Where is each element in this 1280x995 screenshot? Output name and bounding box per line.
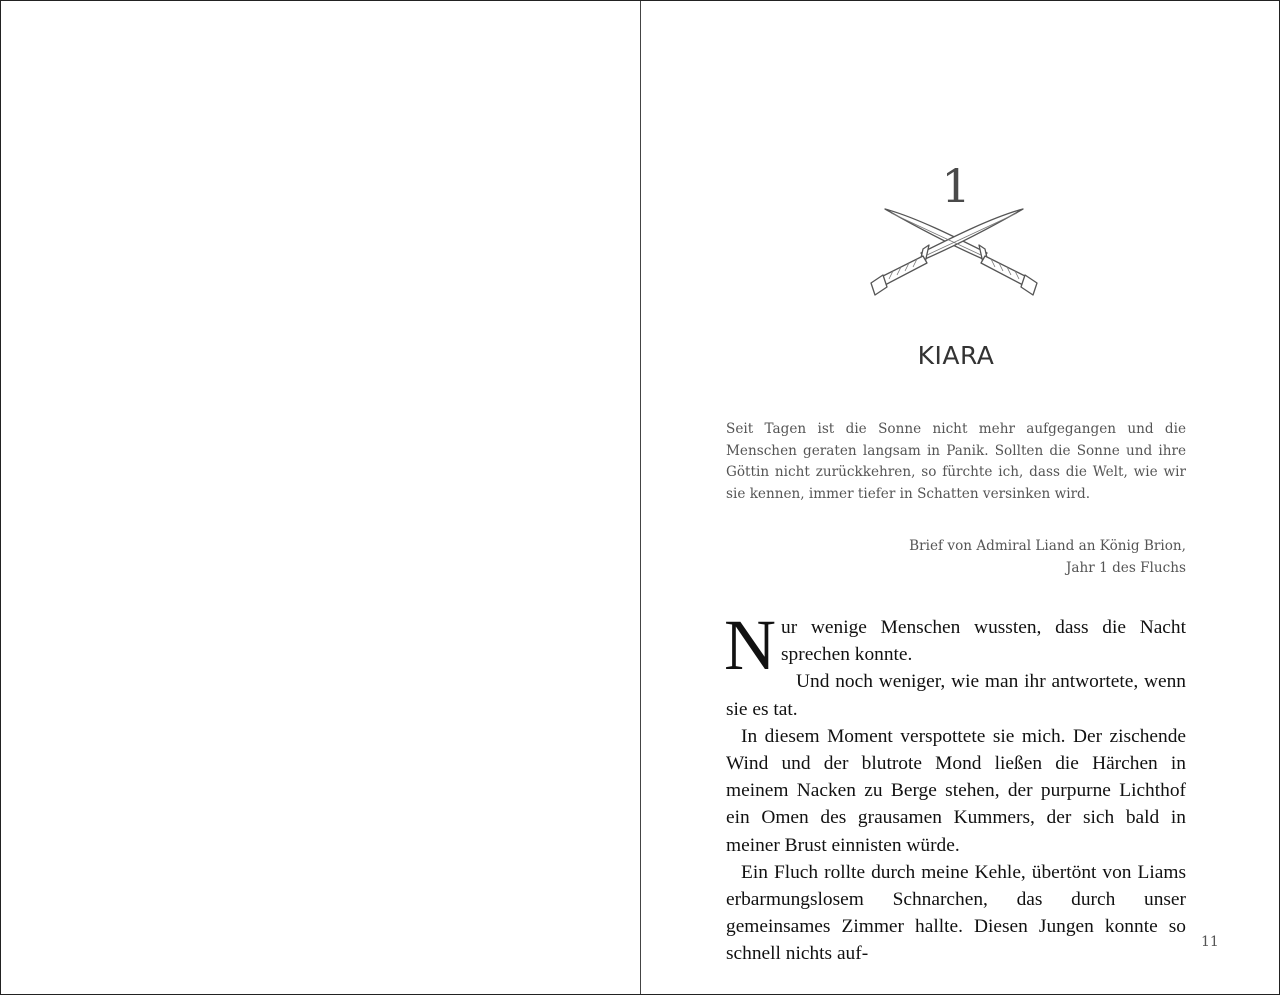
chapter-title: KIARA: [917, 341, 995, 370]
sword-pommel-left: [1021, 275, 1037, 295]
sword-pommel-right: [871, 275, 887, 295]
attribution-line-1: Brief von Admiral Liand an König Brion,: [909, 538, 1186, 554]
chapter-body: [724, 605, 1186, 968]
page-number: 11: [1201, 934, 1219, 950]
first-paragraph-text: ur wenige Menschen wussten, dass die Nacht sprechen konnte.: [781, 617, 1186, 666]
drop-cap: N: [724, 605, 776, 685]
left-page-blank: [1, 1, 640, 994]
sword-grip-left: [981, 256, 1027, 285]
epigraph: [726, 419, 1186, 505]
epigraph-text: Seit Tagen ist die Sonne nicht mehr aufgegangen und die Menschen geraten langsam in Panik. Sollten die Sonne und ihre Göttin nicht zurückkehren, so fürchte ich, dass die Welt, wie wir sie kennen, immer tiefer in Schatten versinken wird.: [726, 421, 1186, 502]
paragraph: In diesem Moment verspottete sie mich. Der zischende Wind und der blutrote Mond ließen die Härchen in meinem Nacken zu Berge stehen, der purpurne Lichthof ein Omen des grausamen Kummers, der sich bald in meiner Brust einnisten würde.: [726, 725, 1186, 856]
chapter-number: 1: [941, 159, 971, 213]
epigraph-attribution: [841, 536, 1186, 579]
sword-grip-right: [881, 256, 927, 285]
paragraph: Und noch weniger, wie man ihr antwortete, wenn sie es tat.: [726, 671, 1186, 720]
crossed-swords-icon: [855, 201, 1055, 306]
first-paragraph: [724, 605, 1186, 685]
attribution-line-2: Jahr 1 des Fluchs: [1065, 559, 1186, 576]
paragraph: Ein Fluch rollte durch meine Kehle, übertönt von Liams erbarmungslosem Schnarchen, das durch unser gemeinsames Zimmer hallte. Diesen Jungen konnte so schnell nichts auf-: [726, 861, 1186, 965]
right-page: [641, 1, 1279, 994]
